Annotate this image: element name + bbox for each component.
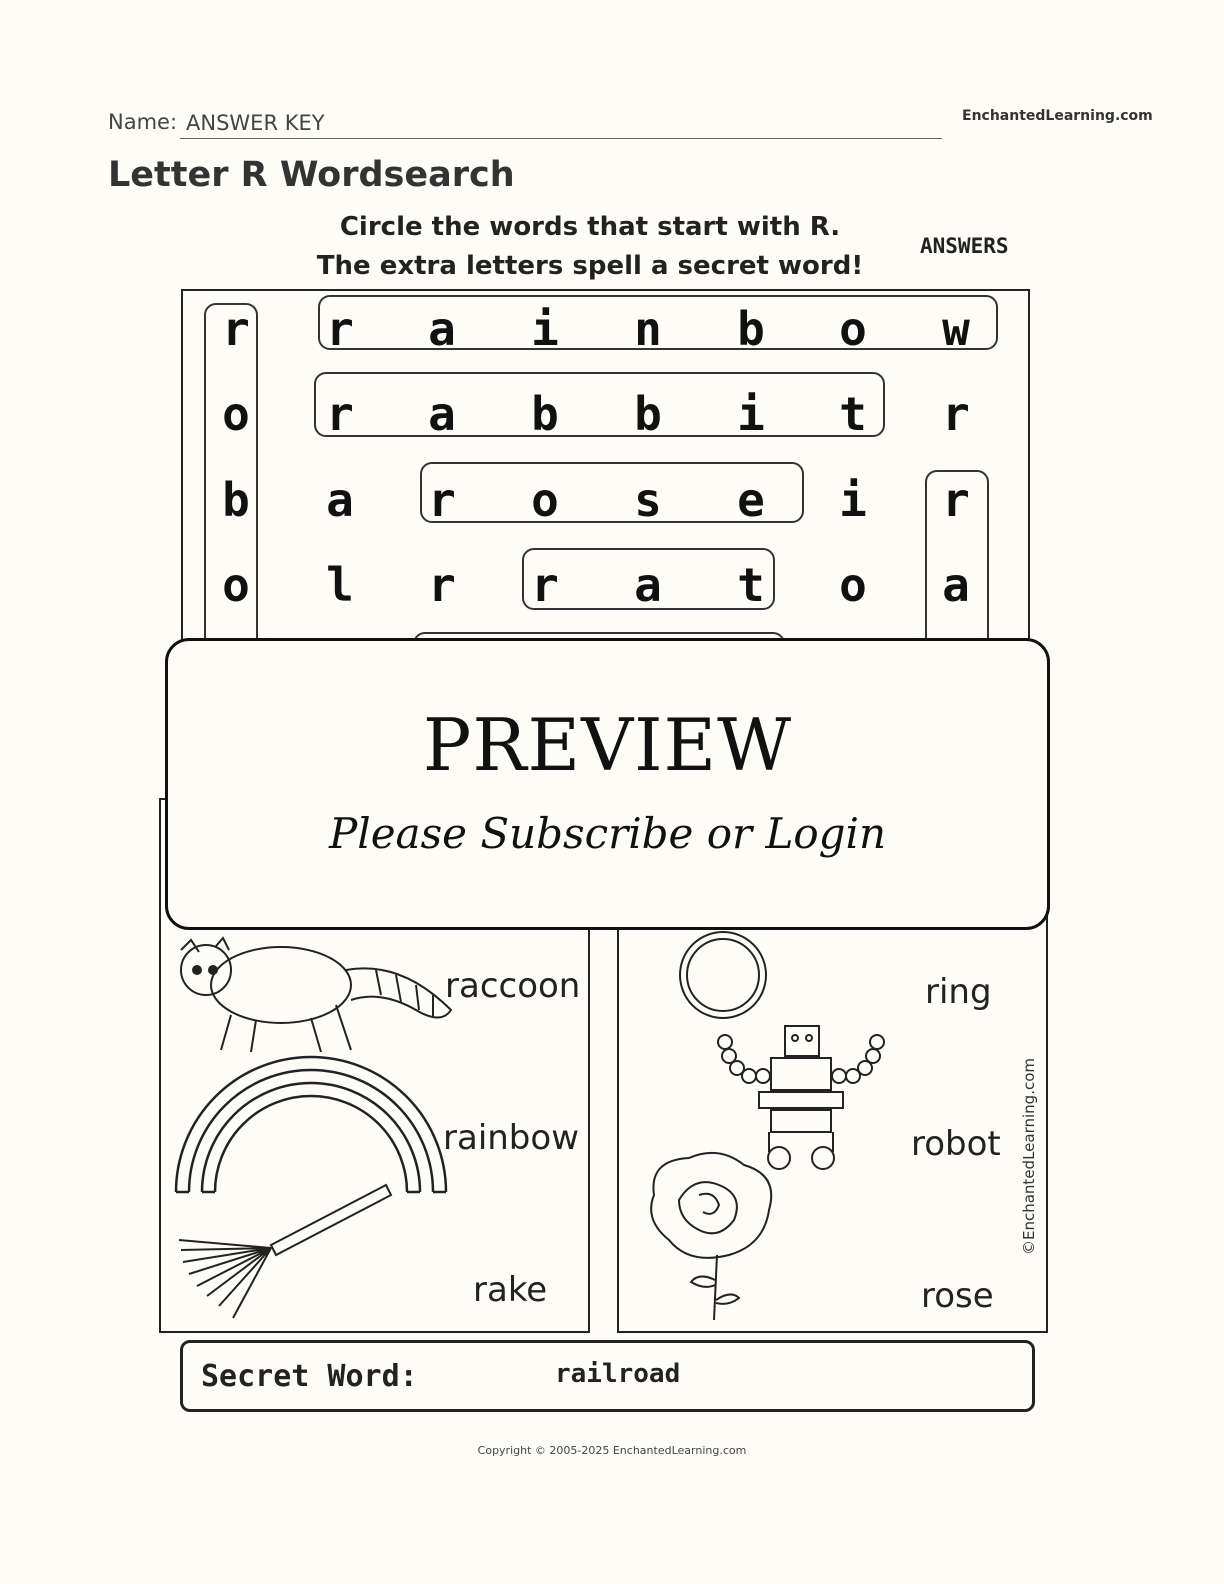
ring-icon	[680, 932, 766, 1018]
instruction-line-2: The extra letters spell a secret word!	[316, 251, 864, 281]
word-rose: rose	[921, 1276, 994, 1316]
grid-cell: r	[942, 387, 970, 441]
grid-cell: o	[222, 558, 250, 612]
wordsearch-grid	[181, 289, 1030, 649]
preview-overlay[interactable]	[165, 638, 1050, 930]
robot-icon	[718, 1026, 884, 1169]
grid-cell: a	[428, 387, 456, 441]
instruction-line-1: Circle the words that start with R.	[339, 212, 841, 242]
grid-cell: i	[737, 387, 765, 441]
grid-cell: t	[737, 558, 765, 612]
grid-cell: a	[942, 558, 970, 612]
grid-cell: o	[531, 473, 559, 527]
name-label: Name:	[108, 110, 178, 134]
word-rake: rake	[473, 1270, 548, 1310]
highlight-rabbit	[314, 372, 885, 441]
grid-cell: o	[839, 302, 867, 356]
subscribe-login-link[interactable]: Please Subscribe or Login	[329, 809, 886, 858]
grid-cell: a	[326, 473, 354, 527]
word-robot: robot	[911, 1124, 1001, 1164]
rainbow-icon	[176, 1057, 446, 1192]
grid-cell: r	[428, 473, 456, 527]
grid-cell: b	[531, 387, 559, 441]
grid-cell: w	[942, 302, 970, 356]
grid-cell: n	[634, 302, 662, 356]
brand-logo-text: EnchantedLearning.com	[962, 108, 1153, 124]
grid-cell: l	[326, 558, 354, 612]
secret-word-value: railroad	[555, 1359, 681, 1389]
grid-cell: r	[326, 387, 354, 441]
grid-cell: r	[326, 302, 354, 356]
copyright: Copyright © 2005-2025 EnchantedLearning.com	[477, 1444, 747, 1457]
grid-cell: i	[839, 473, 867, 527]
vertical-credit: ©EnchantedLearning.com	[1020, 1058, 1038, 1255]
grid-cell: r	[942, 473, 970, 527]
grid-cell: o	[839, 558, 867, 612]
name-field[interactable]: ANSWER KEY	[180, 111, 942, 139]
grid-cell: b	[634, 387, 662, 441]
secret-word-label: Secret Word:	[201, 1359, 418, 1394]
grid-cell: i	[531, 302, 559, 356]
rake-icon	[179, 1185, 391, 1318]
grid-cell: e	[737, 473, 765, 527]
raccoon-icon	[181, 938, 451, 1052]
grid-cell: r	[428, 558, 456, 612]
word-rainbow: rainbow	[443, 1118, 579, 1158]
grid-cell: o	[222, 387, 250, 441]
page-title: Letter R Wordsearch	[108, 155, 515, 195]
answers-label: ANSWERS	[920, 234, 1009, 258]
word-raccoon: raccoon	[445, 966, 581, 1006]
grid-cell: b	[222, 473, 250, 527]
grid-cell: r	[531, 558, 559, 612]
word-ring: ring	[925, 972, 992, 1012]
preview-title: PREVIEW	[422, 703, 793, 787]
grid-cell: r	[222, 302, 250, 356]
rose-icon	[651, 1153, 771, 1320]
grid-cell: a	[634, 558, 662, 612]
grid-cell: t	[839, 387, 867, 441]
grid-cell: a	[428, 302, 456, 356]
secret-word-box	[180, 1340, 1035, 1412]
grid-cell: s	[634, 473, 662, 527]
grid-cell: b	[737, 302, 765, 356]
